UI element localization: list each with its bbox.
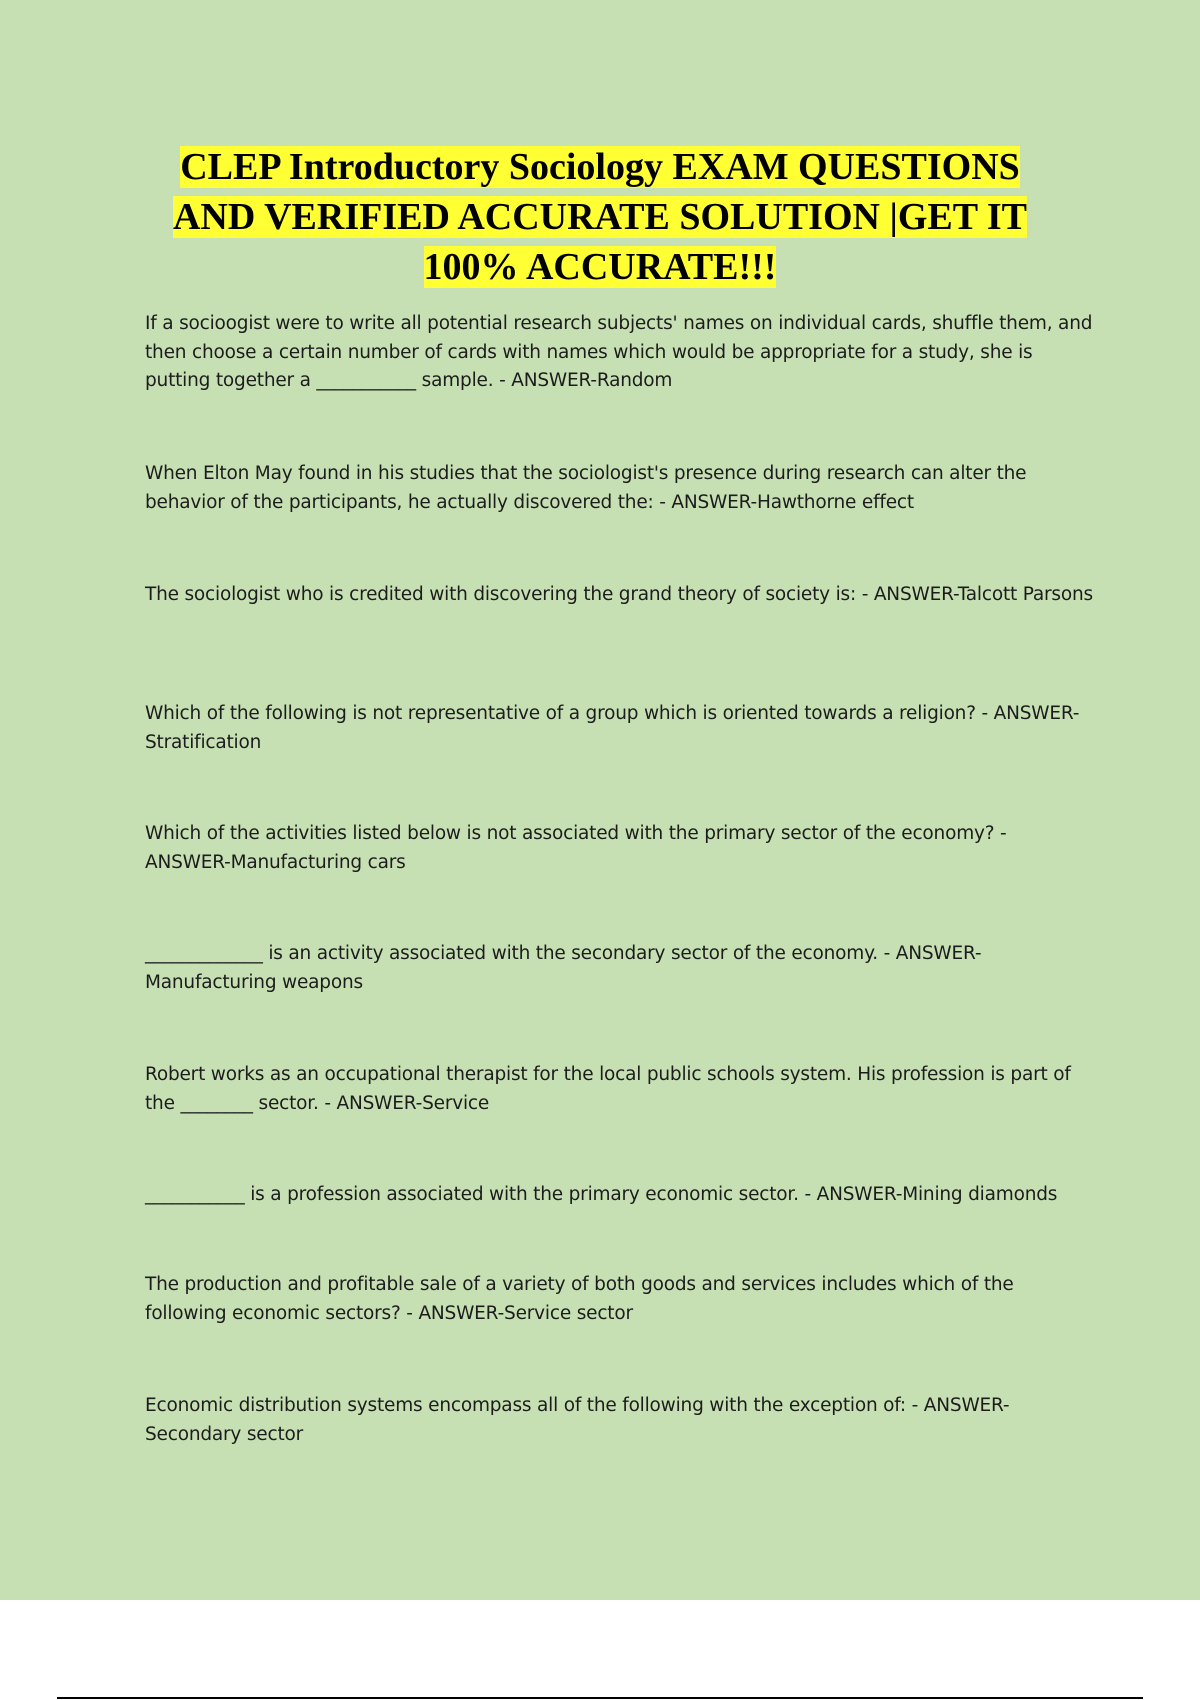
qa-item-1: If a socioogist were to write all potential research subjects' names on individual cards, shuffle them, and then choose a certain number of cards with names which would be appropriate for a study, she is putting together a ___________ sample. - ANSWER-Random [145,313,1093,391]
qa-item-3: The sociologist who is credited with discovering the grand theory of society is: - ANSWER-Talcott Parsons [145,584,1093,605]
qa-item-10: Economic distribution systems encompass all of the following with the exception of: - ANSWER-Secondary sector [145,1395,1010,1445]
qa-item-8: ___________ is a profession associated with the primary economic sector. - ANSWER-Mining diamonds [145,1184,1058,1205]
title-line-2: AND VERIFIED ACCURATE SOLUTION |GET IT [172,196,1028,238]
qa-item-6: _____________ is an activity associated with the secondary sector of the economy. - ANSWER-Manufacturing weapons [145,943,982,993]
qa-item-7: Robert works as an occupational therapist for the local public schools system. His profession is part of the ________ sector. - ANSWER-Service [145,1064,1071,1114]
title-line-3: 100% ACCURATE!!! [423,246,777,288]
title-line-1: CLEP Introductory Sociology EXAM QUESTIONS [180,146,1020,188]
page-bottom-rule [57,1697,1143,1699]
qa-item-2: When Elton May found in his studies that the sociologist's presence during research can alter the behavior of the participants, he actually discovered the: - ANSWER-Hawthorne effect [145,463,1027,513]
qa-item-5: Which of the activities listed below is not associated with the primary sector of the economy? - ANSWER-Manufacturing cars [145,823,1007,873]
qa-item-4: Which of the following is not representative of a group which is oriented towards a religion? - ANSWER-Stratification [145,703,1080,753]
document-title [0,142,1200,292]
qa-item-9: The production and profitable sale of a variety of both goods and services includes which of the following economic sectors? - ANSWER-Service sector [145,1274,1014,1324]
